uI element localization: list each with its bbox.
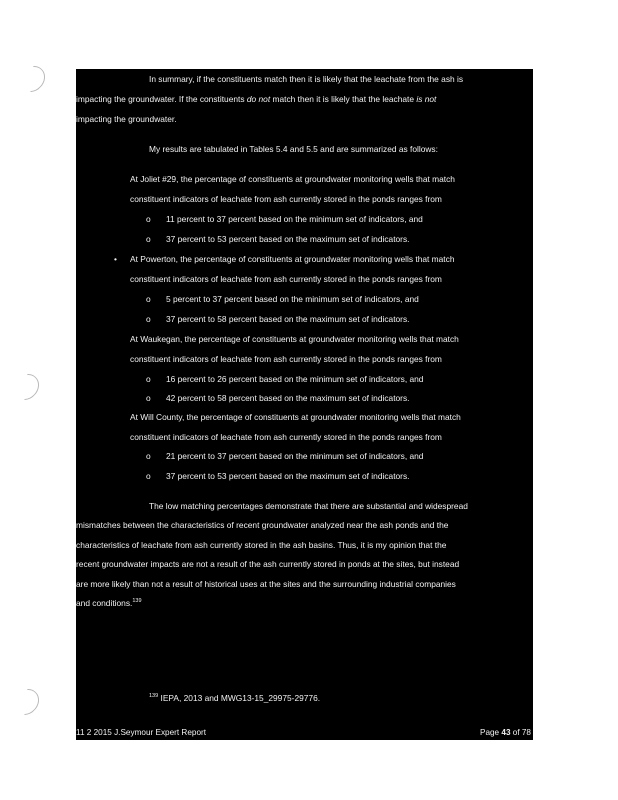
sub-bullet-marker: o	[146, 374, 151, 384]
conclusion-line-1: The low matching percentages demonstrate that there are substantial and widespread	[149, 501, 468, 511]
sub-bullet-marker: o	[146, 451, 151, 461]
results-intro: My results are tabulated in Tables 5.4 and 5.5 and are summarized as follows:	[149, 144, 438, 154]
site-powerton-line-1: At Powerton, the percentage of constituents at groundwater monitoring wells that match	[130, 254, 455, 264]
site-powerton-min: 5 percent to 37 percent based on the minimum set of indicators, and	[166, 294, 419, 304]
binder-hole-mark-middle	[8, 369, 45, 406]
site-willcounty-min: 21 percent to 37 percent based on the minimum set of indicators, and	[166, 451, 424, 461]
site-powerton-line-2: constituent indicators of leachate from ash currently stored in the ponds ranges from	[130, 274, 442, 284]
summary-line-3: impacting the groundwater.	[76, 114, 177, 124]
footnote-number: 139	[149, 693, 159, 700]
footer-page-number: Page 43 of 78	[479, 728, 531, 737]
sub-bullet-marker: o	[146, 314, 151, 324]
site-waukegan-max: 42 percent to 58 percent based on the maximum set of indicators.	[166, 393, 410, 403]
site-willcounty-line-2: constituent indicators of leachate from ash currently stored in the ponds ranges from	[130, 432, 442, 442]
conclusion-line-6: and conditions.$^{139}$	[76, 598, 142, 608]
footer-report-title: 11 2 2015 J.Seymour Expert Report	[76, 728, 207, 737]
site-joliet-max: 37 percent to 53 percent based on the maximum set of indicators.	[166, 234, 410, 244]
sub-bullet-marker: o	[146, 393, 151, 403]
sub-bullet-marker: o	[146, 234, 151, 244]
conclusion-line-3: characteristics of leachate from ash currently stored in the ash basins. Thus, it is my opinion that the	[76, 540, 447, 550]
footnote: $^{139}$ IEPA, 2013 and MWG13-15_29975-29776.	[149, 693, 321, 703]
sub-bullet-marker: o	[146, 214, 151, 224]
summary-line-1: In summary, if the constituents match then it is likely that the leachate from the ash is	[149, 74, 464, 84]
site-willcounty-max: 37 percent to 53 percent based on the maximum set of indicators.	[166, 471, 410, 481]
binder-hole-mark-top	[14, 61, 51, 98]
report-page	[76, 69, 533, 740]
binder-hole-mark-bottom	[8, 684, 45, 721]
sub-bullet-marker: o	[146, 471, 151, 481]
site-waukegan-line-1: At Waukegan, the percentage of constituents at groundwater monitoring wells that match	[130, 334, 459, 344]
summary-line-2: impacting the groundwater. If the constituents do not match then it is likely that the leachate is not	[76, 94, 437, 104]
site-willcounty-line-1: At Will County, the percentage of constituents at groundwater monitoring wells that match	[130, 412, 461, 422]
site-joliet-line-1: At Joliet #29, the percentage of constituents at groundwater monitoring wells that match	[130, 174, 455, 184]
site-powerton-max: 37 percent to 58 percent based on the maximum set of indicators.	[166, 314, 410, 324]
site-waukegan-min: 16 percent to 26 percent based on the minimum set of indicators, and	[166, 374, 424, 384]
conclusion-line-5: are more likely than not a result of historical uses at the sites and the surrounding industrial companies	[76, 579, 456, 589]
footnote-reference: 139	[132, 598, 142, 605]
site-waukegan-line-2: constituent indicators of leachate from ash currently stored in the ponds ranges from	[130, 354, 442, 364]
site-joliet-line-2: constituent indicators of leachate from ash currently stored in the ponds ranges from	[130, 194, 442, 204]
sub-bullet-marker: o	[146, 294, 151, 304]
bullet-marker: •	[114, 254, 117, 264]
site-joliet-min: 11 percent to 37 percent based on the minimum set of indicators, and	[166, 214, 423, 224]
conclusion-line-4: recent groundwater impacts are not a result of the ash currently stored in ponds at the sites, but instead	[76, 559, 460, 569]
conclusion-line-2: mismatches between the characteristics of recent groundwater analyzed near the ash ponds and the	[76, 520, 449, 530]
